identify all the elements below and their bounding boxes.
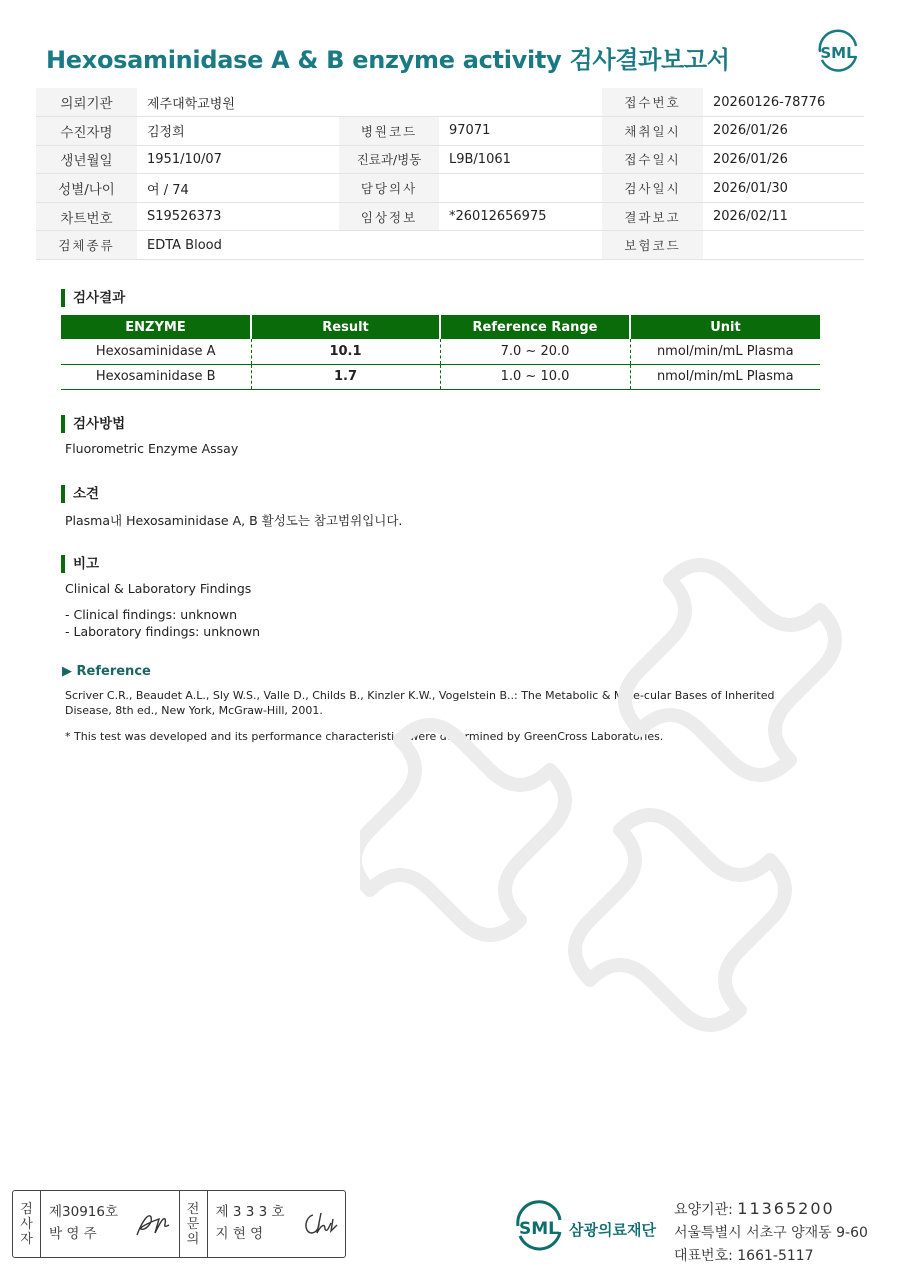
sml-logo (812, 28, 864, 76)
info-label: 검체종류 (36, 231, 137, 260)
result-value: 10.1 (251, 339, 440, 364)
info-label: 차트번호 (36, 202, 137, 231)
info-label: 병원코드 (339, 117, 439, 146)
info-value (439, 174, 602, 203)
info-value (703, 231, 864, 260)
examiner-signature (41, 1191, 180, 1257)
disclaimer-note: * This test was developed and its performance characteristics were determined by GreenCross Laboratories. (65, 730, 664, 743)
signature-box (12, 1190, 346, 1258)
remarks-line: - Clinical findings: unknown (65, 607, 238, 622)
column-header: Reference Range (440, 315, 630, 339)
info-label: 접수일시 (602, 145, 703, 174)
sml-footer-logo (510, 1200, 568, 1255)
reference-range: 1.0 ~ 10.0 (440, 364, 630, 389)
footer-contact (674, 1197, 868, 1268)
info-value: 20260126-78776 (703, 88, 864, 117)
sml-logo-text: SML (820, 44, 856, 62)
specialist-name: 지 현 영 (215, 1226, 264, 1242)
section-heading-results: 검사결과 (61, 289, 125, 307)
info-label: 검사일시 (602, 174, 703, 203)
info-label: 보험코드 (602, 231, 703, 260)
info-row (36, 231, 864, 260)
footer-org-name: 삼광의료재단 (569, 1221, 656, 1239)
enzyme-name: Hexosaminidase B (61, 364, 251, 389)
info-row (36, 88, 864, 117)
unit: nmol/min/mL Plasma (630, 339, 820, 364)
patient-info-table (36, 88, 864, 260)
footer-address: 서울특별시 서초구 양재동 9-60 (674, 1225, 868, 1241)
info-value: 김정희 (137, 117, 339, 146)
section-heading-finding: 소견 (61, 485, 99, 503)
section-heading-remarks: 비고 (61, 555, 99, 573)
section-heading-method: 검사방법 (61, 415, 125, 433)
info-label: 진료과/병동 (339, 145, 439, 174)
info-row (36, 174, 864, 203)
results-table (61, 315, 820, 390)
info-value: 여 / 74 (137, 174, 339, 203)
info-label: 성별/나이 (36, 174, 137, 203)
result-value: 1.7 (251, 364, 440, 389)
info-label: 의뢰기관 (36, 88, 137, 117)
reference-text: Scriver C.R., Beaudet A.L., Sly W.S., Valle D., Childs B., Kinzler K.W., Vogelstein B..: The Metabolic & Mole-cular Bases of Inherited Disease, 8th ed., New York, McGraw-Hill, 2001. (65, 689, 775, 717)
info-label: 생년월일 (36, 145, 137, 174)
info-row (36, 145, 864, 174)
info-label: 임상정보 (339, 202, 439, 231)
info-value: 제주대학교병원 (137, 88, 339, 117)
footer-line: 요양기관: 11365200 (674, 1199, 835, 1218)
info-value: EDTA Blood (137, 231, 339, 260)
column-header: ENZYME (61, 315, 251, 339)
enzyme-name: Hexosaminidase A (61, 339, 251, 364)
info-row (36, 202, 864, 231)
unit: nmol/min/mL Plasma (630, 364, 820, 389)
sml-footer-logo-text: SML (519, 1219, 559, 1239)
reference-heading-label: Reference (76, 664, 151, 679)
info-value: 1951/10/07 (137, 145, 339, 174)
handwritten-signature-icon (135, 1209, 173, 1239)
table-row (61, 339, 820, 364)
specialist-signature (208, 1191, 346, 1257)
info-label: 채취일시 (602, 117, 703, 146)
info-value: *26012656975 (439, 202, 602, 231)
info-value: 97071 (439, 117, 602, 146)
info-label: 담당의사 (339, 174, 439, 203)
handwritten-signature-icon (301, 1209, 339, 1239)
info-value: 2026/01/30 (703, 174, 864, 203)
column-header: Result (251, 315, 440, 339)
info-label: 수진자명 (36, 117, 137, 146)
examiner-name: 박 영 주 (49, 1226, 97, 1242)
finding-text: Plasma내 Hexosaminidase A, B 활성도는 참고범위입니다. (65, 513, 403, 528)
info-value: 2026/01/26 (703, 117, 864, 146)
column-header: Unit (630, 315, 820, 339)
info-value: S19526373 (137, 202, 339, 231)
remarks-line: - Laboratory findings: unknown (65, 624, 261, 639)
specialist-license: 제 3 3 3 호 (215, 1204, 285, 1220)
reference-range: 7.0 ~ 20.0 (440, 339, 630, 364)
reference-heading (62, 664, 151, 679)
method-text: Fluorometric Enzyme Assay (65, 441, 239, 456)
triangle-bullet-icon: ▶ (62, 664, 72, 679)
info-value: L9B/1061 (439, 145, 602, 174)
info-label: 접수번호 (602, 88, 703, 117)
footer-line: 대표번호: 1661-5117 (674, 1248, 814, 1264)
examiner-license: 제30916호 (49, 1204, 119, 1220)
info-row (36, 117, 864, 146)
table-row (61, 364, 820, 389)
info-value: 2026/01/26 (703, 145, 864, 174)
remarks-line: Clinical & Laboratory Findings (65, 581, 252, 596)
examiner-label: 검 사 자 (13, 1191, 41, 1257)
specialist-label: 전 문 의 (180, 1191, 208, 1257)
info-value: 2026/02/11 (703, 202, 864, 231)
info-label: 결과보고 (602, 202, 703, 231)
report-title: Hexosaminidase A & B enzyme activity 검사결과보고서 (46, 46, 730, 74)
results-header-row (61, 315, 820, 339)
cross-watermark-icon (360, 540, 880, 1040)
